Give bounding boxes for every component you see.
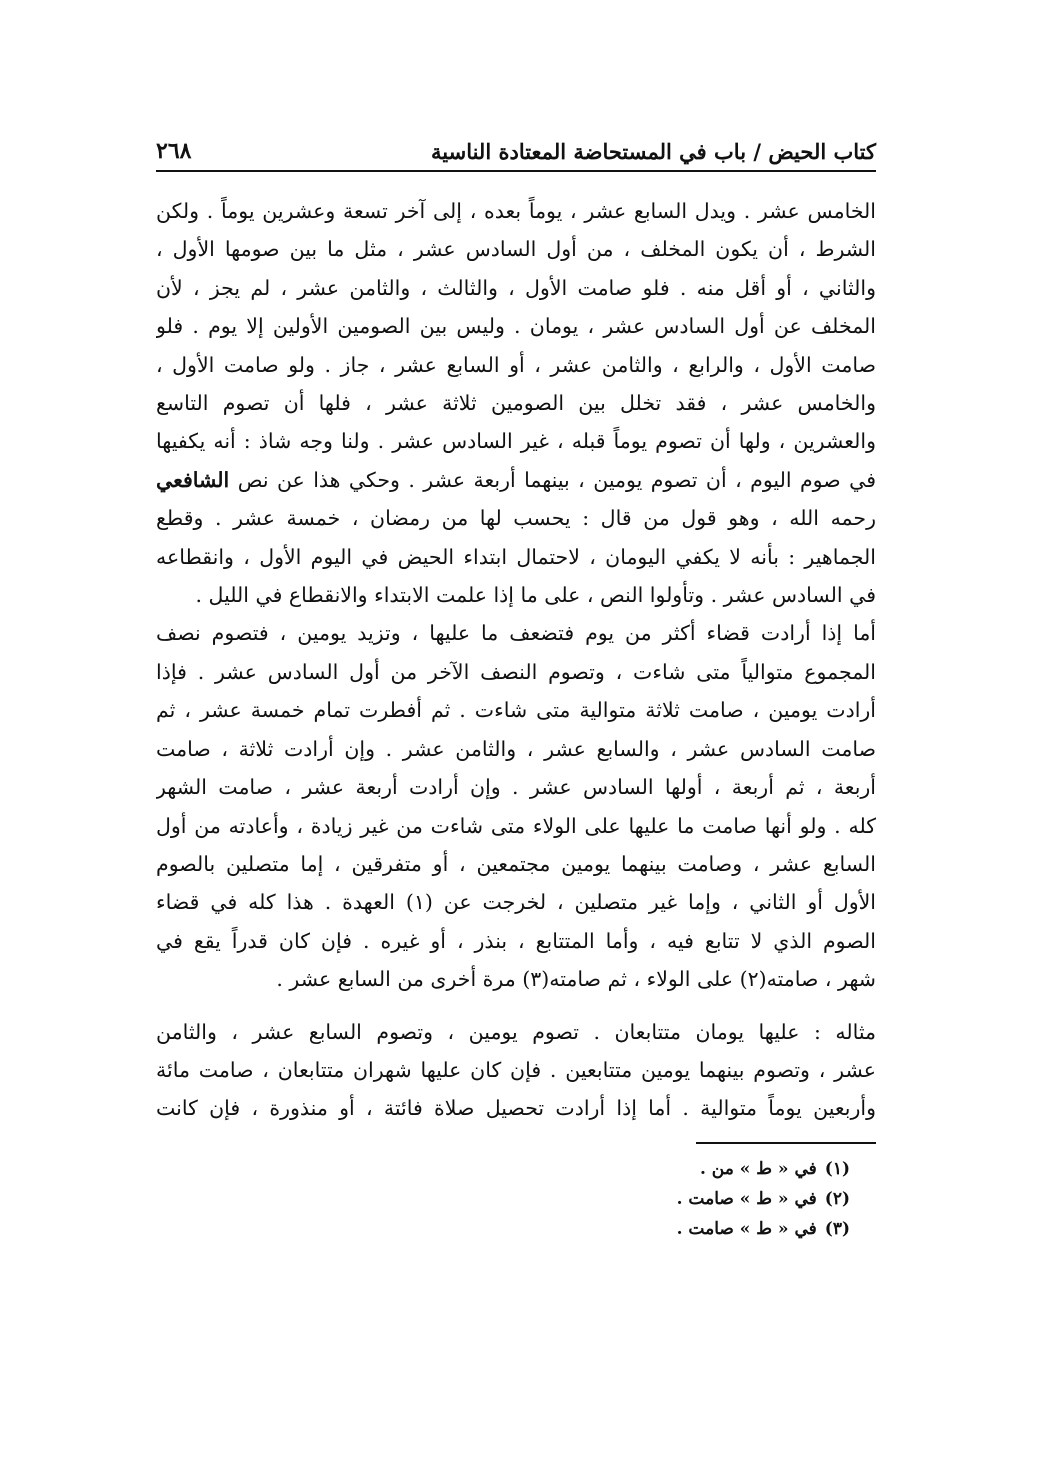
text-line: المخلف عن أول السادس عشر ، يومان . وليس بين الصومين الأولين إلا يوم . فلو — [156, 314, 876, 339]
text-line: أربعة ، ثم أربعة ، أولها السادس عشر . وإن أرادت أربعة عشر ، صامت الشهر — [156, 775, 876, 800]
text-line: والثاني ، أو أقل منه . فلو صامت الأول ، والثالث ، والثامن عشر ، لم يجز ، لأن — [156, 275, 876, 300]
author-name: الشافعي — [156, 467, 230, 492]
text-line: مثاله : عليها يومان متتابعان . تصوم يومين ، وتصوم السابع عشر ، والثامن — [156, 1019, 876, 1044]
paragraph-3 — [156, 1013, 876, 1128]
text-line: والخامس عشر ، فقد تخلل بين الصومين ثلاثة عشر ، فلها أن تصوم التاسع — [156, 391, 876, 416]
text-line: أما إذا أرادت قضاء أكثر من يوم فتضعف ما عليها ، وتزيد يومين ، فتصوم نصف — [156, 621, 876, 646]
text-line: الأول أو الثاني ، وإما غير متصلين ، لخرجت عن (١) العهدة . هذا كله في قضاء — [156, 890, 876, 915]
text-line — [156, 461, 876, 499]
text-line: كله . ولو أنها صامت ما عليها على الولاء متى شاءت من غير زيادة ، وأعادته من أول — [156, 813, 876, 838]
text-line: عشر ، وتصوم بينهما يومين متتابعين . فإن كان عليها شهران متتابعان ، صامت مائة — [156, 1057, 876, 1082]
text-line: رحمه الله ، وهو قول من قال : يحسب لها من رمضان ، خمسة عشر . وقطع — [156, 506, 876, 531]
footnote-number: (١) — [824, 1158, 850, 1179]
body-text — [156, 192, 876, 1128]
text-line: صامت السادس عشر ، والسابع عشر ، والثامن عشر . وإن أرادت ثلاثة ، صامت — [156, 736, 876, 761]
text-line: صامت الأول ، والرابع ، والثامن عشر ، أو السابع عشر ، جاز . ولو صامت الأول ، — [156, 352, 876, 377]
footnote-text: في « ط » صامت . — [676, 1188, 817, 1209]
page-number: ٢٦٨ — [156, 138, 192, 164]
footnote-2 — [156, 1184, 850, 1214]
text-line: المجموع متوالياً متى شاءت ، وتصوم النصف الآخر من أول السادس عشر . فإذا — [156, 659, 876, 684]
header-title: كتاب الحيض / باب في المستحاضة المعتادة الناسية — [431, 139, 876, 164]
text-line: الخامس عشر . ويدل السابع عشر ، يوماً بعده ، إلى آخر تسعة وعشرين يوماً . ولكن — [156, 199, 876, 223]
paragraph-gap — [156, 999, 876, 1013]
footnote-text: في « ط » صامت . — [676, 1218, 817, 1239]
text-line: أرادت يومين ، صامت ثلاثة متوالية متى شاءت . ثم أفطرت تمام خمسة عشر ، ثم — [156, 698, 876, 723]
footnote-number: (٢) — [824, 1188, 850, 1209]
paragraph-1 — [156, 192, 876, 614]
text-segment: في صوم اليوم ، أن تصوم يومين ، بينهما أربعة عشر . وحكي هذا عن نص — [237, 467, 876, 492]
footnote-divider — [696, 1142, 876, 1144]
text-line: شهر ، صامته(٢) على الولاء ، ثم صامته(٣) مرة أخرى من السابع عشر . — [276, 967, 876, 992]
book-page — [156, 118, 876, 1244]
footnote-3 — [156, 1214, 850, 1244]
text-line: الشرط ، أن يكون المخلف ، من أول السادس عشر ، مثل ما بين صومها الأول ، — [156, 237, 876, 262]
paragraph-2 — [156, 614, 876, 998]
text-line: الجماهير : بأنه لا يكفي اليومان ، لاحتمال ابتداء الحيض في اليوم الأول ، وانقطاعه — [156, 544, 876, 569]
text-line: في السادس عشر . وتأولوا النص ، على ما إذا علمت الابتداء والانقطاع في الليل . — [195, 583, 876, 608]
running-header — [156, 118, 876, 172]
footnote-1 — [156, 1154, 850, 1184]
footnote-number: (٣) — [824, 1218, 850, 1239]
text-line: الصوم الذي لا تتابع فيه ، وأما المتتابع ، بنذر ، أو غيره . فإن كان قدراً يقع في — [156, 928, 876, 953]
footnote-text: في « ط » من . — [699, 1158, 817, 1179]
text-line: السابع عشر ، وصامت بينهما يومين مجتمعين ، أو متفرقين ، إما متصلين بالصوم — [156, 851, 876, 876]
text-line: والعشرين ، ولها أن تصوم يوماً قبله ، غير السادس عشر . ولنا وجه شاذ : أنه يكفيها — [156, 429, 876, 454]
text-line: وأربعين يوماً متوالية . أما إذا أرادت تحصيل صلاة فائتة ، أو منذورة ، فإن كانت — [156, 1096, 876, 1121]
footnotes — [156, 1154, 850, 1244]
